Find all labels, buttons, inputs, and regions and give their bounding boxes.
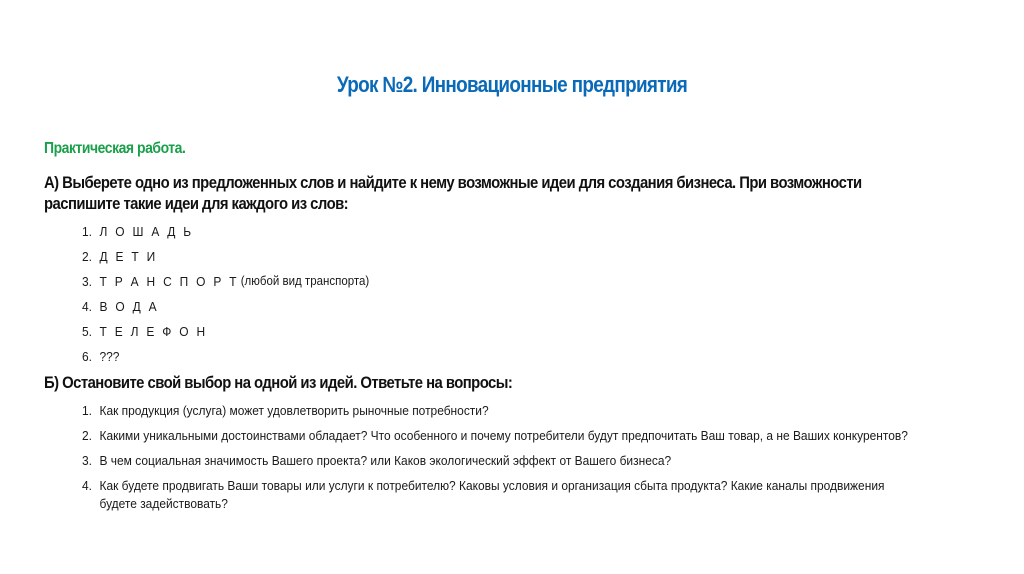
list-number: 1. xyxy=(82,403,92,418)
slide-content xyxy=(44,140,994,513)
word: Т Е Л Е Ф О Н xyxy=(99,324,208,339)
slide-title: Урок №2. Инновационные предприятия xyxy=(336,72,688,97)
question-text: Какими уникальными достоинствами обладает? Что особенного и почему потребители будут предпочитать Ваш товар, а не Ваших конкурентов? xyxy=(99,427,908,443)
list-number: 2. xyxy=(82,428,92,443)
list-item xyxy=(82,448,1002,473)
list-number: 6. xyxy=(82,349,92,364)
list-number: 4. xyxy=(82,478,92,493)
section-b-heading: Б) Остановите свой выбор на одной из идей. Ответьте на вопросы: xyxy=(44,374,513,392)
question-text: Как будете продвигать Ваши товары или услуги к потребителю? Каковы условия и организация сбыта продукта? Какие каналы продвижения будете задействовать? xyxy=(99,477,885,511)
section-a-heading-line1: А) Выберете одно из предложенных слов и найдите к нему возможные идеи для создания бизнеса. При возможности xyxy=(44,174,862,192)
list-number: 2. xyxy=(82,249,92,264)
word-list xyxy=(44,219,994,369)
subtitle-practical-work: Практическая работа. xyxy=(44,140,186,157)
list-item xyxy=(82,344,1002,369)
list-item xyxy=(82,473,1002,513)
word: Л О Ш А Д Ь xyxy=(99,224,194,239)
list-item xyxy=(82,269,1002,294)
list-item xyxy=(82,319,1002,344)
list-item xyxy=(82,294,1002,319)
list-item xyxy=(82,244,1002,269)
word: ??? xyxy=(99,349,120,364)
word: Т Р А Н С П О Р Т xyxy=(99,274,239,289)
list-number: 4. xyxy=(82,299,92,314)
word-note: (любой вид транспорта) xyxy=(240,274,370,288)
section-a-heading-line2: распишите такие идеи для каждого из слов: xyxy=(44,195,349,213)
question-text: Как продукция (услуга) может удовлетворить рыночные потребности? xyxy=(99,402,489,418)
word: Д Е Т И xyxy=(99,249,158,264)
list-item xyxy=(82,398,1002,423)
list-number: 1. xyxy=(82,224,92,239)
list-item xyxy=(82,219,1002,244)
list-number: 3. xyxy=(82,453,92,468)
question-text: В чем социальная значимость Вашего проекта? или Каков экологический эффект от Вашего бизнеса? xyxy=(99,452,672,468)
word: В О Д А xyxy=(99,299,159,314)
question-list xyxy=(44,398,994,513)
list-number: 3. xyxy=(82,274,92,289)
list-item xyxy=(82,423,1002,448)
list-number: 5. xyxy=(82,324,92,339)
section-a-heading xyxy=(44,173,989,215)
